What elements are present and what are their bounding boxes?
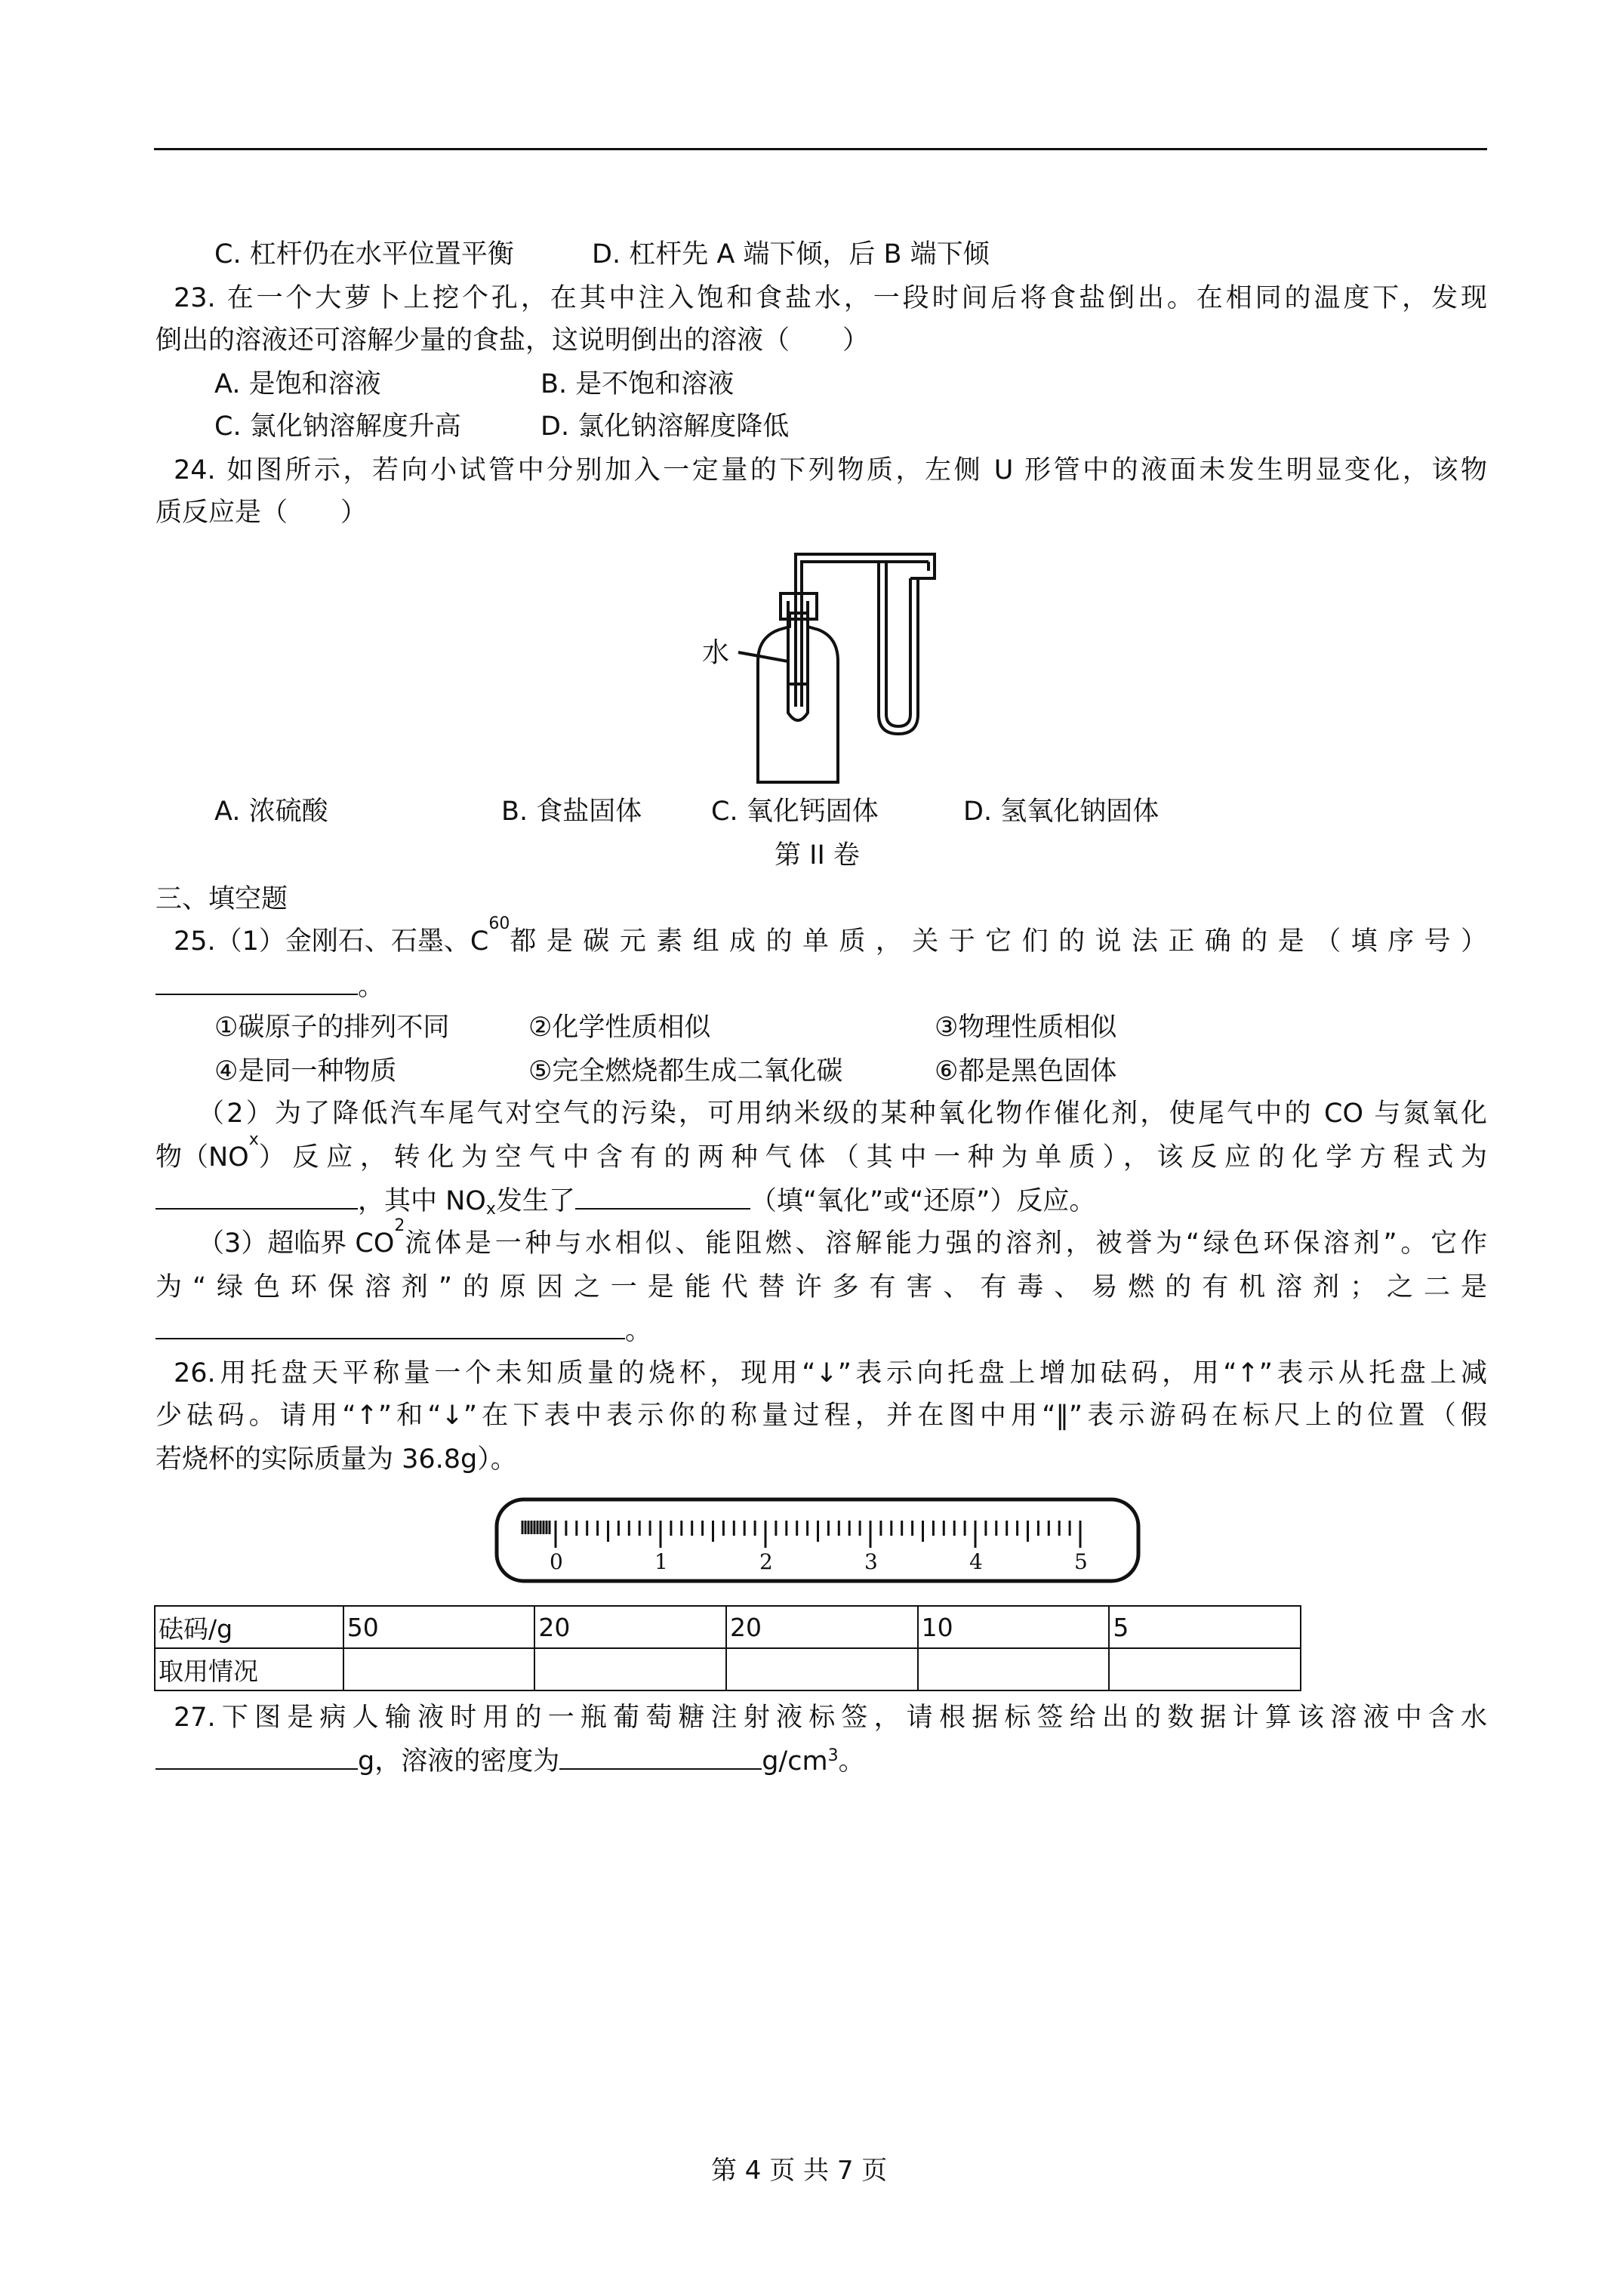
q25-part1-answer-line [156,968,384,1004]
weights-table [154,1605,1301,1691]
q25-blank-3[interactable] [575,1182,750,1210]
q23-option-c: C. 氯化钠溶解度升高 [214,411,461,442]
q24-stem-line2: 质反应是（ ） [156,498,368,528]
q27-line2-a: g，溶液的密度为 [358,1746,560,1777]
q25-part1-line1 [174,914,1487,959]
q27-blank-1[interactable] [156,1743,358,1770]
q25-part1-end: 。 [358,972,385,1002]
q27-stem-line1: 27.下图是病人输液时用的一瓶葡萄糖注射液标签，请根据标签给出的数据计算该溶液中含水 [174,1703,1487,1733]
q23-option-a: A. 是饱和溶液 [214,369,381,399]
q23-option-b: B. 是不饱和溶液 [540,369,735,399]
q25-part2-line1: （2）为了降低汽车尾气对空气的污染，可用纳米级的某种氧化物作催化剂，使尾气中的 CO 与氮氧化 [198,1099,1487,1129]
q25-part3-end: 。 [625,1316,652,1346]
q25-blank-4[interactable] [156,1312,625,1339]
q24-option-d: D. 氢氧化钠固体 [963,797,1160,827]
q25-part2-line2 [156,1130,1487,1175]
q25-co2-subscript: 2 [394,1216,405,1235]
q27-blank-2[interactable] [559,1743,762,1770]
usage-cell[interactable] [726,1648,918,1690]
q26-stem-line1: 26.用托盘天平称量一个未知质量的烧杯，现用“↓”表示向托盘上增加砝码，用“↑”表示从托盘上减 [174,1358,1487,1388]
q23-stem-line1: 23. 在一个大萝卜上挖个孔，在其中注入饱和食盐水，一段时间后将食盐倒出。在相同的温度下，发现 [174,283,1487,313]
q25-part3-line1-b: 流体是一种与水相似、能阻燃、溶解能力强的溶剂，被誉为“绿色环保溶剂”。它作 [405,1228,1487,1259]
weight-cell-20a: 20 [534,1606,726,1648]
q26-stem-line2: 少砝码。请用“↑”和“↓”在下表中表示你的称量过程，并在图中用“‖”表示游码在标尺上的位置（假 [156,1401,1487,1431]
q25-part3-line1 [198,1216,1487,1261]
weight-cell-10: 10 [918,1606,1110,1648]
q26-stem-line3: 若烧杯的实际质量为 36.8g）。 [156,1444,517,1475]
q25-item-4: ④是同一种物质 [214,1056,397,1086]
q25-item-2: ②化学性质相似 [528,1012,711,1043]
q25-part2-line3 [156,1182,1095,1219]
volume-title: 第 II 卷 [775,840,860,871]
q25-part2-line3-b: 发生了 [495,1186,575,1216]
q25-nox-subscript: x [248,1130,259,1149]
q25-part1-suffix: 都是碳元素组成的单质，关于它们的说法正确的是（填序号） [510,926,1487,957]
weight-cell-5: 5 [1109,1606,1301,1648]
usage-cell[interactable] [918,1648,1110,1690]
q24-stem-line1: 24. 如图所示，若向小试管中分别加入一定量的下列物质，左侧 U 形管中的液面未发生明显变化，该物 [174,455,1487,485]
q25-blank-2[interactable] [156,1182,358,1210]
usage-header: 取用情况 [155,1648,343,1690]
weight-cell-50: 50 [343,1606,535,1648]
page-footer: 第 4 页 共 7 页 [711,2156,888,2186]
header-rule [154,148,1487,150]
q25-item-1: ①碳原子的排列不同 [214,1012,450,1043]
q22-option-c: C. 杠杆仍在水平位置平衡 [214,239,514,270]
q25-part2-line2-a: 物（NO [156,1142,249,1173]
q25-part2-line2-b: ）反应，转化为空气中含有的两种气体（其中一种为单质），该反应的化学方程式为 [258,1142,1487,1173]
usage-cell[interactable] [343,1648,535,1690]
weight-cell-20b: 20 [726,1606,918,1648]
table-row [155,1606,1301,1648]
q25-part3-line2: 为“绿色环保溶剂”的原因之一是能代替许多有害、有毒、易燃的有机溶剂；之二是 [156,1272,1487,1302]
balance-ruler[interactable] [491,1493,1146,1589]
q25-part2-line3-a: ，其中 NO [358,1186,486,1216]
figure-water-label: 水 [702,637,730,668]
ruler-label: 4 [969,1549,983,1574]
q24-option-b: B. 食盐固体 [501,797,642,827]
table-row [155,1648,1301,1690]
ruler-label: 5 [1074,1549,1088,1574]
q27-stem-line2 [156,1743,865,1779]
q24-option-a: A. 浓硫酸 [214,797,328,827]
q25-item-5: ⑤完全燃烧都生成二氧化碳 [528,1056,843,1086]
q25-blank-1[interactable] [156,968,358,995]
ruler-label: 0 [550,1549,563,1574]
q27-line2-c: 。 [838,1746,865,1777]
apparatus-figure [694,548,944,790]
q25-nox-subscript-2: x [485,1200,496,1219]
q25-part2-line3-c: （填“氧化”或“还原”）反应。 [750,1186,1096,1216]
q25-item-6: ⑥都是黑色固体 [935,1056,1117,1086]
q27-unit-superscript: 3 [827,1746,839,1765]
usage-cell[interactable] [534,1648,726,1690]
q25-item-3: ③物理性质相似 [935,1012,1117,1043]
q25-part3-line1-a: （3）超临界 CO [198,1228,395,1259]
ruler-label: 2 [759,1549,773,1574]
q23-option-d: D. 氯化钠溶解度降低 [540,411,790,442]
usage-cell[interactable] [1109,1648,1301,1690]
q23-stem-line2: 倒出的溶液还可溶解少量的食盐，这说明倒出的溶液（ ） [156,325,870,356]
ruler-label: 3 [864,1549,878,1574]
q22-option-d: D. 杠杆先 A 端下倾，后 B 端下倾 [592,239,990,270]
q24-option-c: C. 氧化钙固体 [711,797,879,827]
ruler-label: 1 [654,1549,668,1574]
q25-c60-subscript: 60 [488,914,510,933]
section-title: 三、填空题 [156,884,288,914]
q25-part1-prefix: 25.（1）金刚石、石墨、C [174,926,489,957]
q27-line2-b: g/cm [762,1746,828,1777]
weights-header: 砝码/g [155,1606,343,1648]
q25-part3-line3 [156,1312,651,1348]
